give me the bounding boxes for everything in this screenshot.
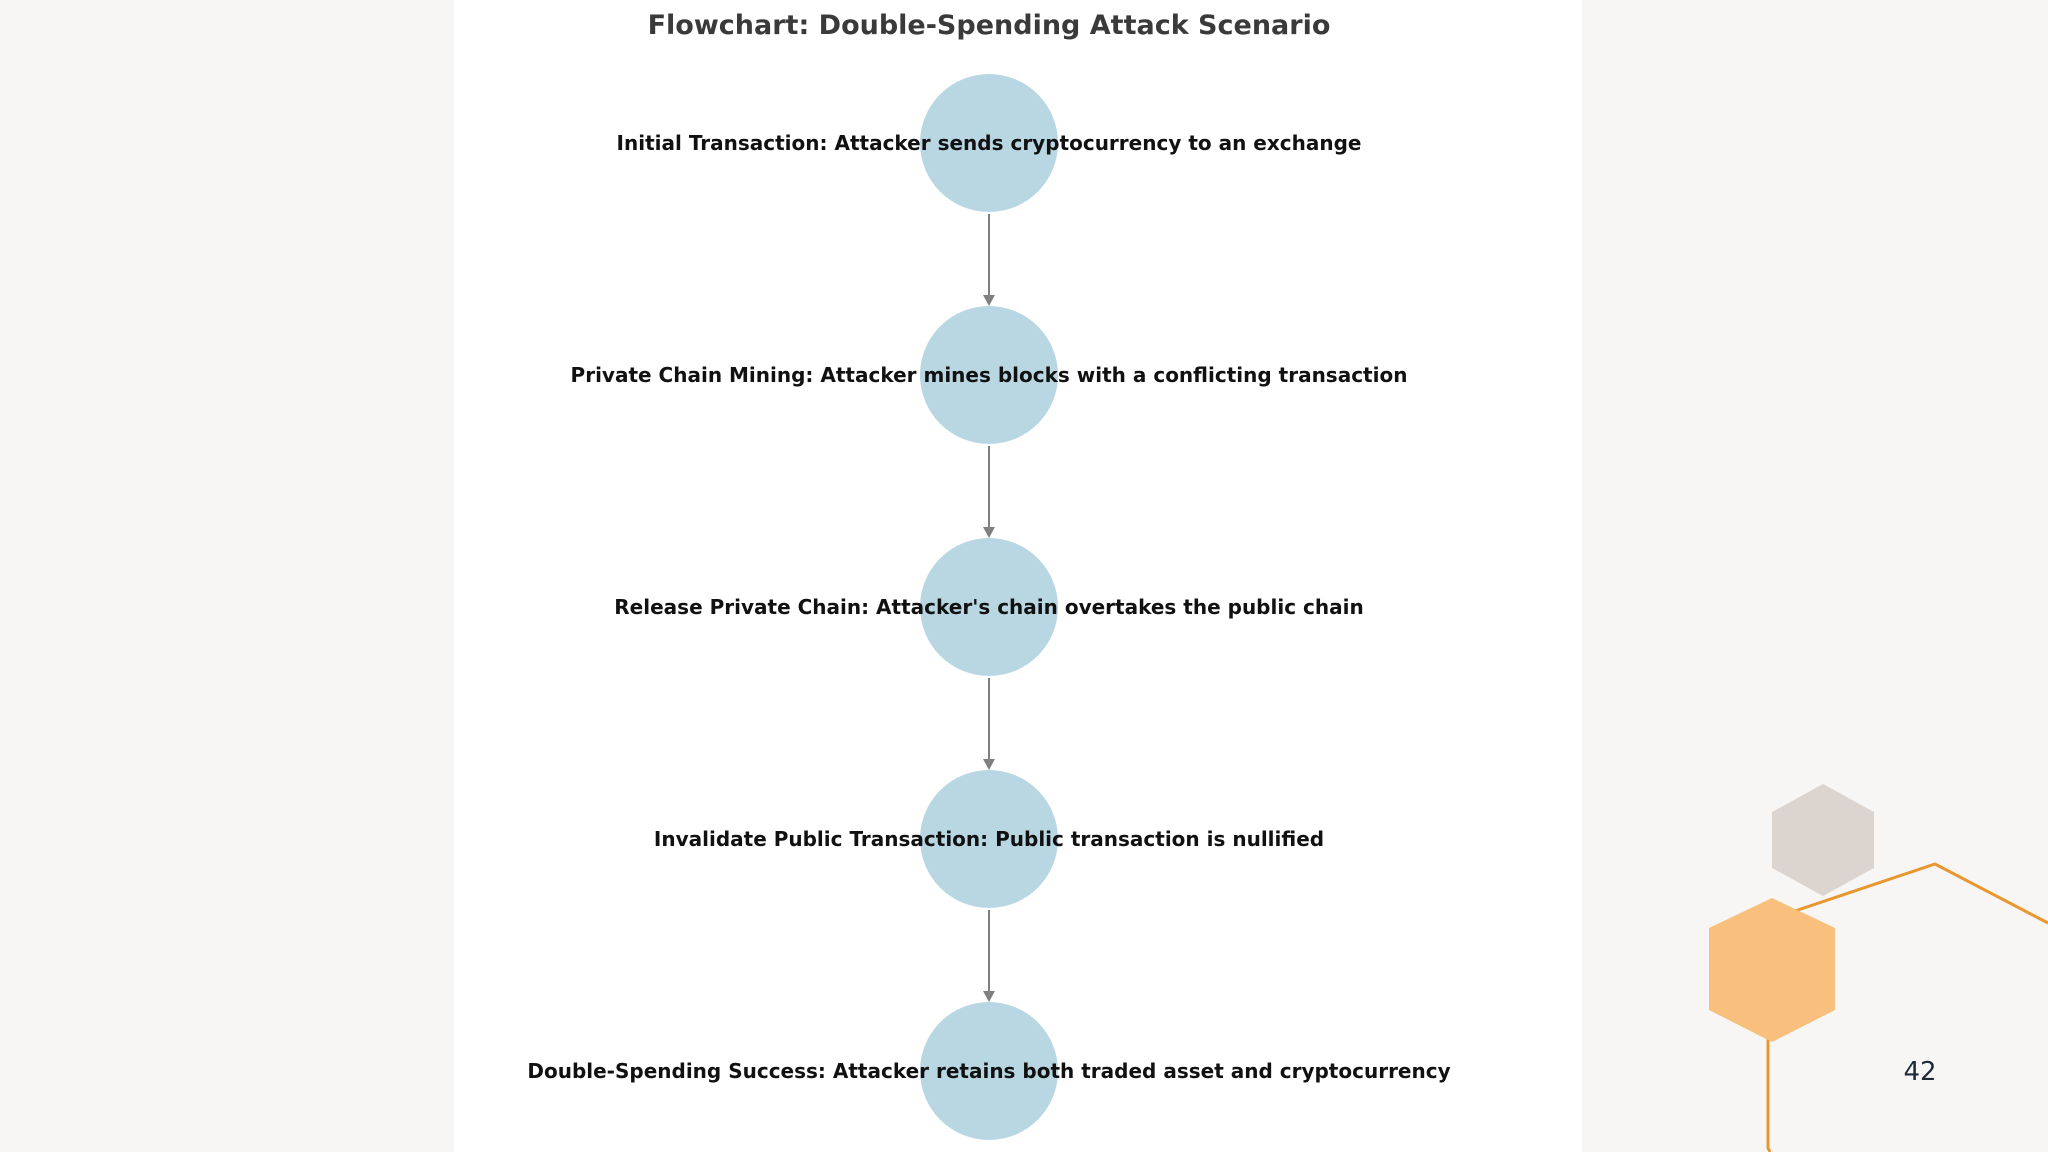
node-release-private-chain: [614, 538, 1363, 676]
node-label: Private Chain Mining: Attacker mines blocks with a conflicting transaction: [570, 363, 1408, 387]
node-label: Release Private Chain: Attacker's chain overtakes the public chain: [614, 595, 1364, 619]
node-double-spending-success: [527, 1002, 1450, 1140]
gray-hexagon-decoration: [1772, 784, 1874, 896]
edge-3: [983, 678, 995, 770]
edge-1: [983, 214, 995, 306]
edge-4: [983, 910, 995, 1002]
node-initial-transaction: [617, 74, 1362, 212]
orange-hexagon-decoration: [1709, 898, 1835, 1042]
chart-title: Flowchart: Double-Spending Attack Scenario: [647, 10, 1331, 41]
node-invalidate-public-transaction: [654, 770, 1324, 908]
node-label: Double-Spending Success: Attacker retains both traded asset and cryptocurrency: [527, 1059, 1451, 1083]
node-private-chain-mining: [571, 306, 1408, 444]
node-label: Invalidate Public Transaction: Public transaction is nullified: [653, 827, 1325, 851]
page-number: 42: [1903, 1057, 1937, 1087]
node-label: Initial Transaction: Attacker sends cryptocurrency to an exchange: [616, 131, 1362, 155]
edge-2: [983, 446, 995, 538]
